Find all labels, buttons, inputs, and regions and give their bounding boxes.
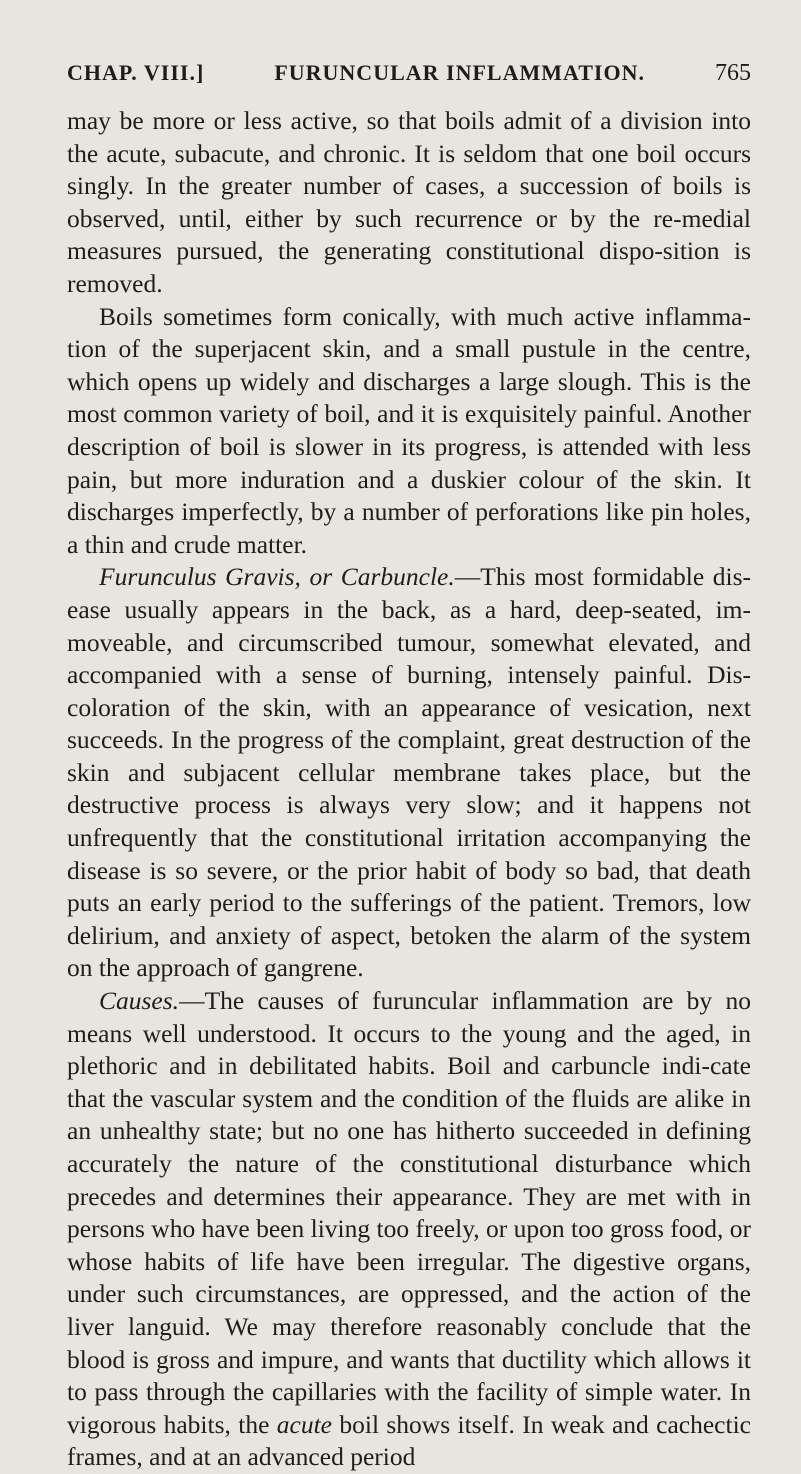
chapter-label: CHAP. VIII.]: [67, 60, 205, 85]
body-text: [67, 105, 751, 1474]
paragraph-text: —The causes of furuncular inflammation are by no means well understood. It occurs to the young and the aged, in plethoric and in debilitated habits. Boil and carbuncle indi-cate that the vascular system and the condition of the fluids are alike in an unhealthy state; but no one has hitherto succeeded in defining accurately the nature of the constitutional disturbance which precedes and determines their appearance. They are met with in persons who have been living too freely, or upon too gross food, or whose habits of life have been irregular. The digestive organs, under such circumstances, are oppressed, and the action of the liver languid. We may therefore reasonably conclude that the blood is gross and impure, and wants that ductility which allows it to pass through the capillaries with the facility of simple water. In vigorous habits, the: [67, 986, 751, 1439]
paragraph-causes: [67, 985, 751, 1474]
page-number: 765: [715, 60, 751, 86]
paragraph-tail: boil shows itself. In weak and cachectic frames, and at an advanced period: [67, 1409, 751, 1472]
paragraph-2: [67, 301, 751, 562]
section-lead: Causes.: [99, 986, 180, 1016]
running-head: [67, 60, 751, 87]
paragraph-text: —This most formidable dis-ease usually appears in the back, as a hard, deep-seated, im-moveable, and circumscribed tumour, somewhat elevated, and accompanied with a sense of burning, intensely painful. Dis-coloration of the skin, with an appearance of vesication, next succeeds. In the progress of the complaint, great destruction of the skin and subjacent cellular membrane takes place, but the destructive process is always very slow; and it happens not unfrequently that the constitutional irritation accompanying the disease is so severe, or the prior habit of body so bad, that death puts an early period to the sufferings of the patient. Tremors, low delirium, and anxiety of aspect, betoken the alarm of the system on the approach of gangrene.: [67, 562, 751, 983]
paragraph-text: may be more or less active, so that boils admit of a division into the acute, subacute, and chronic. It is seldom that one boil occurs singly. In the greater number of cases, a succession of boils is observed, until, either by such recurrence or by the re-medial measures pursued, the generating constitutional dispo-sition is removed.: [67, 106, 751, 298]
italic-term: acute: [276, 1409, 332, 1439]
page-title: FURUNCULAR INFLAMMATION.: [274, 60, 645, 85]
paragraph-1: [67, 105, 751, 301]
paragraph-carbuncle: [67, 561, 751, 985]
paragraph-text: Boils sometimes form conically, with much active inflamma-tion of the superjacent skin, and a small pustule in the centre, which opens up widely and discharges a large slough. This is the most common variety of boil, and it is exquisitely painful. Another description of boil is slower in its progress, is attended with less pain, but more induration and a duskier colour of the skin. It discharges imperfectly, by a number of perforations like pin holes, a thin and crude matter.: [67, 301, 751, 559]
section-lead: Furunculus Gravis, or Carbuncle.: [99, 562, 455, 592]
